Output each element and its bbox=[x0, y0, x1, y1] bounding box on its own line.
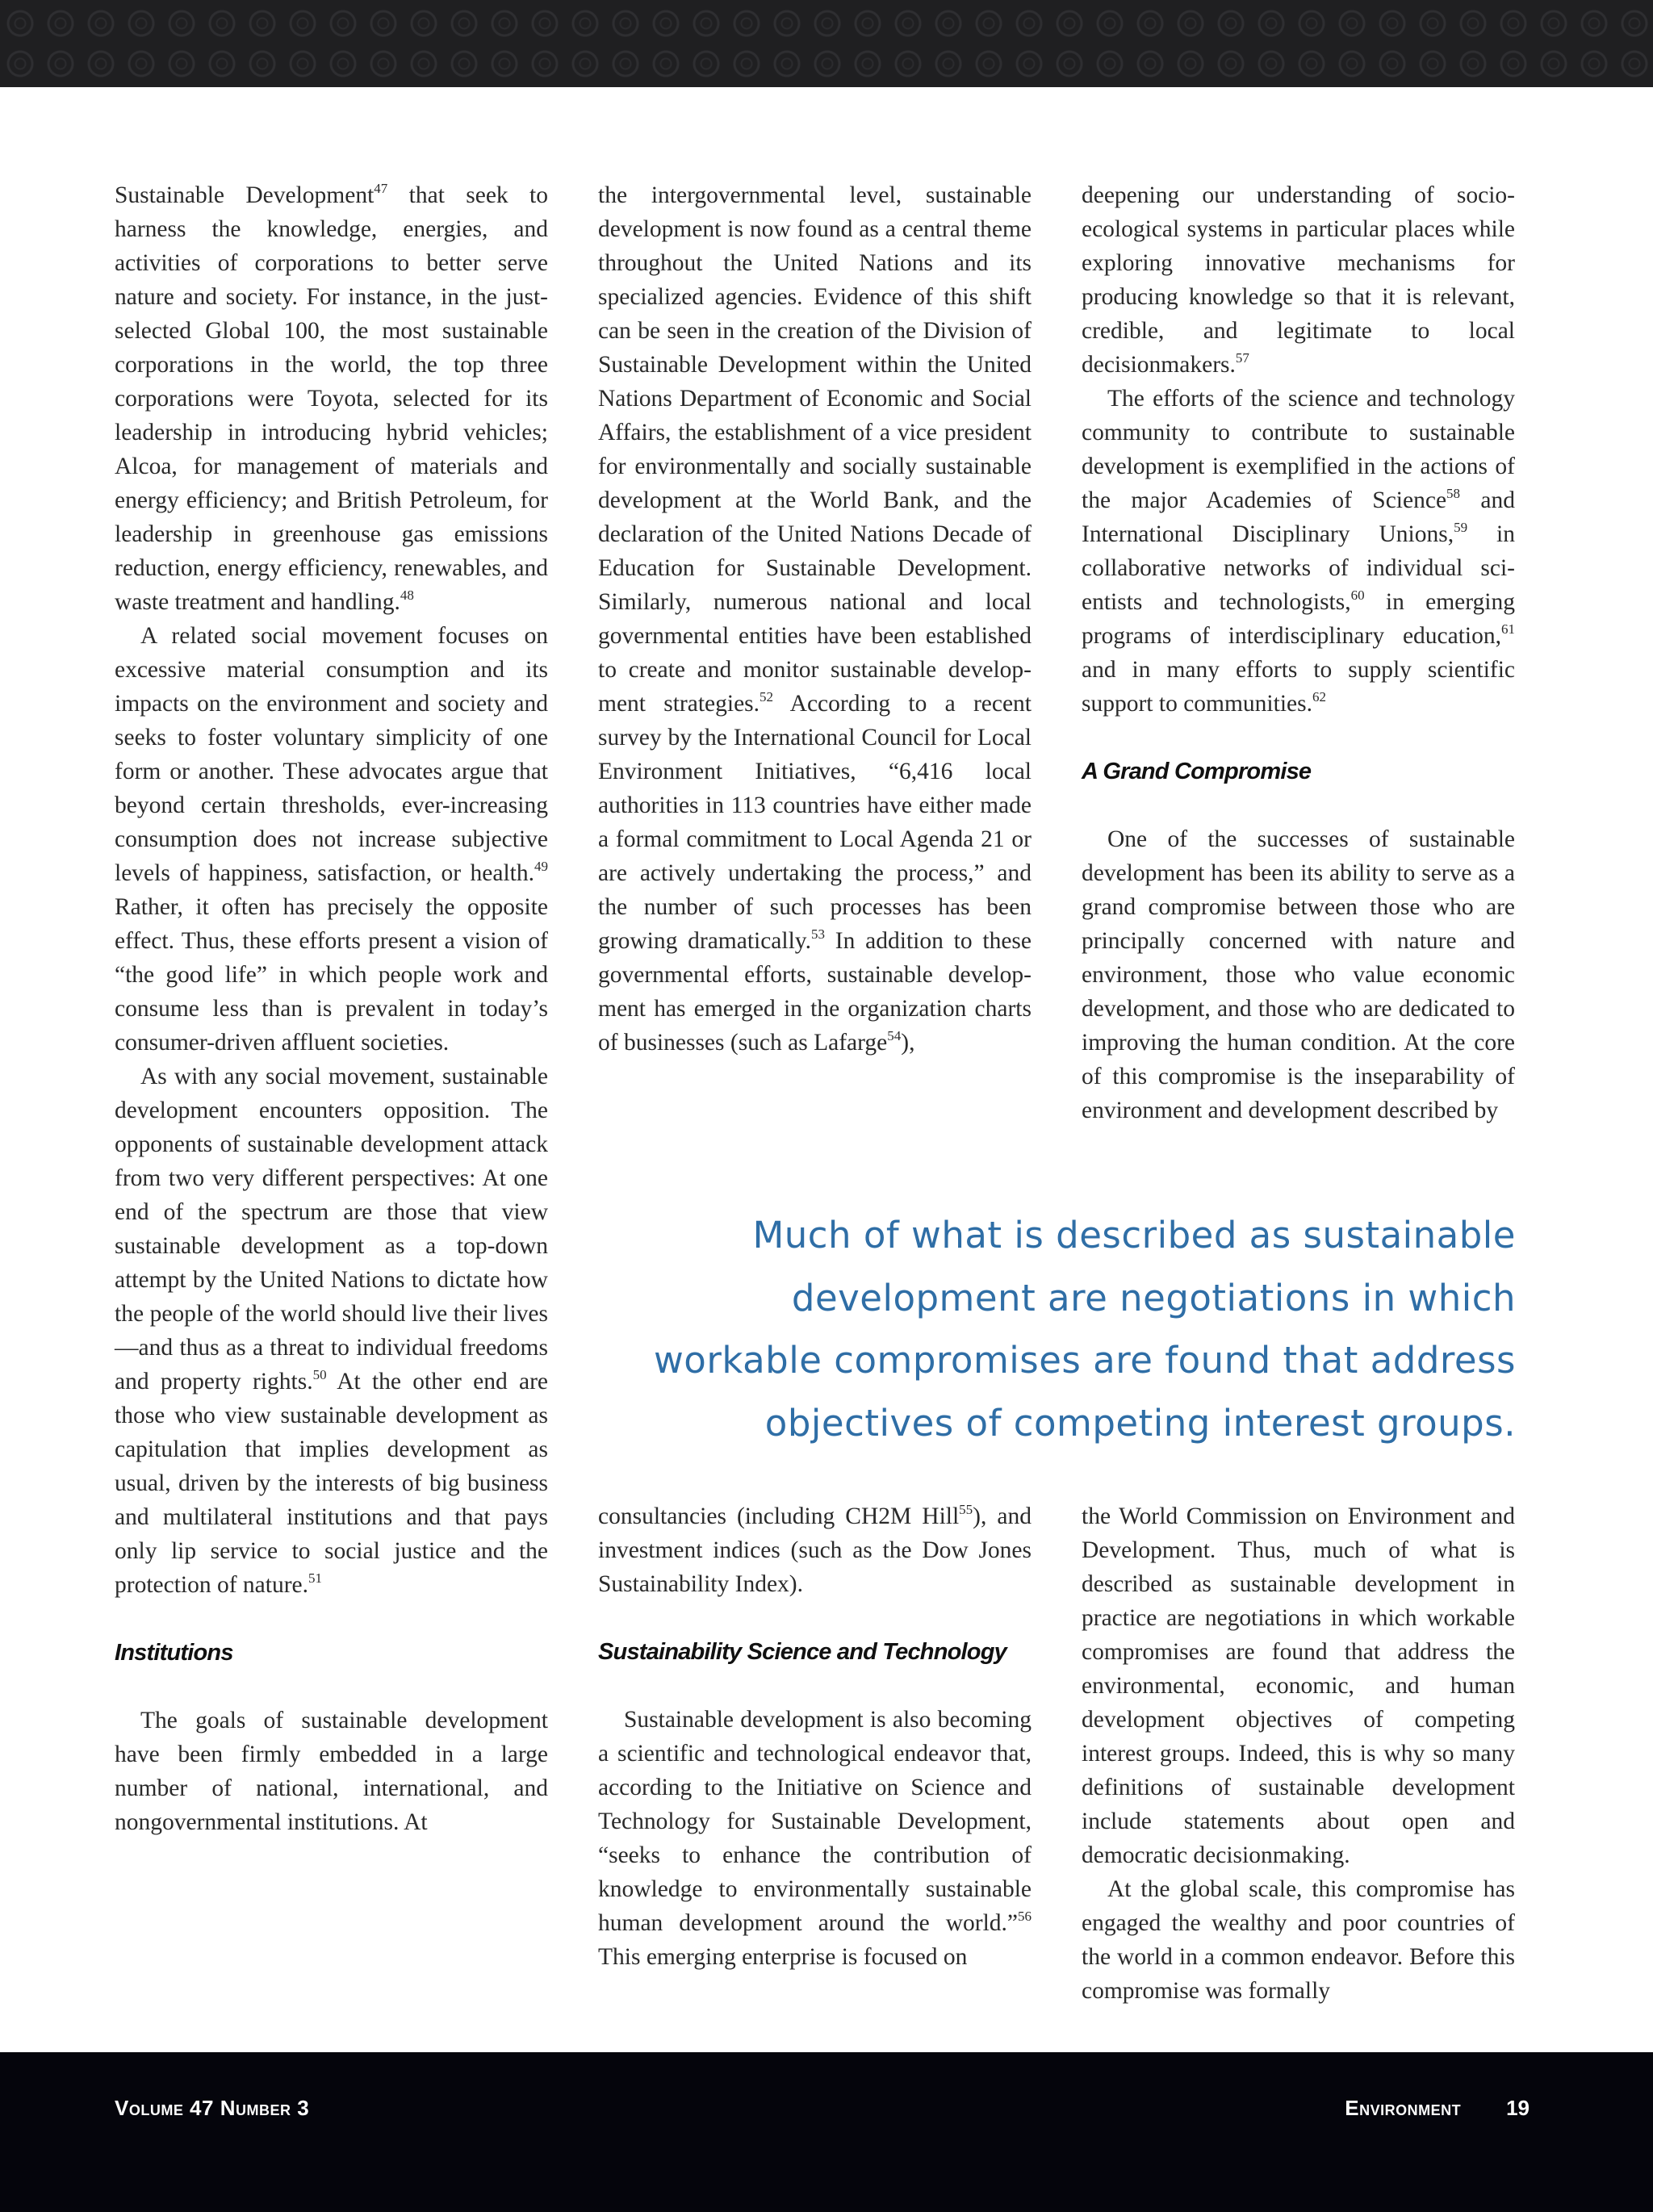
column-3-bottom bbox=[1082, 1499, 1515, 2008]
paragraph: consultancies (including CH2M Hill$^{55}$), and investment indices (such as the Dow Jones Sustainability Index). bbox=[598, 1502, 1032, 1597]
paragraph: Sustainable development is also becoming a scientific and technological endeavor that, according to the Initiative on Science and Technology for Sustainable Development, “seeks to enhance the contribution of knowledge to environmentally sustainable human development around the world.”$^{56}$ This emerging enterprise is focused on bbox=[598, 1707, 1032, 1970]
footnote-ref: 52 bbox=[760, 689, 774, 705]
column-1 bbox=[115, 178, 548, 1839]
page-footer bbox=[0, 2052, 1653, 2212]
footnote-ref: 53 bbox=[811, 926, 826, 942]
column-2-bottom bbox=[598, 1499, 1032, 1974]
page-number: 19 bbox=[1506, 2096, 1530, 2120]
column-2-top bbox=[598, 178, 1032, 1060]
pull-quote-line: development are negotiations in which bbox=[791, 1276, 1516, 1319]
footnote-ref: 62 bbox=[1312, 689, 1326, 705]
paragraph: the intergovernmental level, sustainable development is now found as a central theme throughout the United Nations and its specialized agencies. Evidence of this shift can be seen in the creation of the Division of Sustainable Development within the United Nations Department of Economic and Social Affairs, the establishment of a vice president for environmentally and socially sustainable development at the World Bank, and the declaration of the United Nations Decade of Education for Sustainable Development. Similarly, numerous national and local governmental entities have been established to create and monitor sustainable development strategies.$^{52}$ According to a recent survey by the International Council for Local Environment Initiatives, “6,416 local authorities in 113 countries have either made a formal commitment to Local Agenda 21 or are actively undertaking the process,” and the number of such processes has been growing dramatically.$^{53}$ In addition to these governmental efforts, sustainable development has emerged in the organization charts of businesses (such as Lafarge$^{54}$), bbox=[598, 182, 1032, 1056]
paragraph: One of the successes of sustainable development has been its ability to serve as a grand compromise between those who are principally concerned with nature and environment, those who value economic development, and those who are dedicated to improving the human condition. At the core of this compromise is the inseparability of environment and development described by bbox=[1082, 826, 1515, 1123]
footnote-ref: 47 bbox=[374, 181, 388, 196]
footnote-ref: 55 bbox=[959, 1502, 973, 1517]
paragraph: At the global scale, this compromise has engaged the wealthy and poor countries of the world in a common endeavor. Before this compromise was formally bbox=[1082, 1876, 1515, 2004]
footnote-ref: 60 bbox=[1350, 587, 1365, 603]
footnote-ref: 56 bbox=[1018, 1909, 1032, 1924]
pull-quote-line: objectives of competing interest groups. bbox=[764, 1401, 1516, 1445]
paragraph: the World Commission on Environment and Development. Thus, much of what is described as sustainable development in practice are negotiations in which workable compromises are found that address the environmental, economic, and human development objectives of competing interest groups. Indeed, this is why so many definitions of sustainable development include statements about open and democratic decisionmaking. bbox=[1082, 1503, 1515, 1868]
paragraph: As with any social movement, sustainable development encounters opposition. The opponents of sustainable development attack from two very different perspectives: At one end of the spectrum are those that view sustainable development as a top-down attempt by the United Nations to dictate how the people of the world should live their lives—and thus as a threat to individual freedoms and property rights.$^{50}$ At the other end are those who view sustainable development as capitulation that implies development as usual, driven by the interests of big business and multilateral institutions and that pays only lip service to social justice and the protection of nature.$^{51}$ bbox=[115, 1064, 548, 1598]
pull-quote-line: workable compromises are found that address bbox=[653, 1339, 1516, 1382]
footnote-ref: 48 bbox=[400, 587, 414, 603]
paragraph: The efforts of the science and technology community to contribute to sustainable development is exemplified in the actions of the major Academies of Science$^{58}$ and International Disciplinary Unions,$^{59}$ in collaborative networks of individual scientists and technologists,$^{60}$ in emerging programs of interdisciplinary education,$^{61}$ and in many efforts to supply scientific support to communities.$^{62}$ bbox=[1082, 386, 1516, 717]
footnote-ref: 57 bbox=[1235, 350, 1249, 366]
footnote-ref: 58 bbox=[1446, 486, 1461, 501]
section-heading-sustainability-science: Sustainability Science and Technology bbox=[598, 1639, 1006, 1665]
pull-quote bbox=[598, 1204, 1516, 1454]
paragraph: Sustainable Development$^{47}$ that seek to harness the knowledge, energies, and activities of corporations to better serve nature and society. For instance, in the just-selected Global 100, the most sustainable corporations in the world, the top three corporations were Toyota, selected for its leadership in introducing hybrid vehicles; Alcoa, for management of materials and energy efficiency; and British Petroleum, for leadership in greenhouse gas emissions reduction, energy efficiency, renewables, and waste treatment and handling.$^{48}$ bbox=[115, 181, 548, 615]
magazine-name: Environment bbox=[1345, 2096, 1462, 2120]
footnote-ref: 51 bbox=[308, 1570, 323, 1586]
paragraph: A related social movement focuses on excessive material consumption and its impacts on the environment and society and seeks to foster voluntary simplicity of one form or another. These advocates argue that beyond certain thresholds, ever-increasing consumption does not increase subjective levels of happiness, satisfaction, or health.$^{49}$ Rather, it often has precisely the opposite effect. Thus, these efforts present a vision of “the good life” in which people work and consume less than is prevalent in today’s consumer-driven affluent societies. bbox=[115, 623, 548, 1056]
footer-right bbox=[1345, 2096, 1530, 2121]
footnote-ref: 50 bbox=[312, 1367, 327, 1382]
pull-quote-line: Much of what is described as sustainable bbox=[752, 1214, 1516, 1257]
footnote-ref: 59 bbox=[1454, 520, 1468, 535]
footnote-ref: 61 bbox=[1501, 621, 1515, 637]
section-heading-grand-compromise: A Grand Compromise bbox=[1082, 759, 1312, 784]
paragraph: The goals of sustainable development have been firmly embedded in a large number of national, international, and nongovernmental institutions. At bbox=[115, 1708, 548, 1835]
footnote-ref: 49 bbox=[534, 859, 548, 874]
footnote-ref: 54 bbox=[887, 1028, 902, 1043]
column-3-top bbox=[1082, 178, 1515, 1127]
issue-label: Volume 47 Number 3 bbox=[115, 2096, 310, 2120]
header-pattern-bar bbox=[0, 0, 1653, 87]
section-heading-institutions: Institutions bbox=[115, 1640, 233, 1666]
paragraph: deepening our understanding of socio-ecological systems in particular places while exploring innovative mechanisms for producing knowledge so that it is relevant, credible, and legitimate to local decisionmakers.$^{57}$ bbox=[1082, 182, 1515, 378]
